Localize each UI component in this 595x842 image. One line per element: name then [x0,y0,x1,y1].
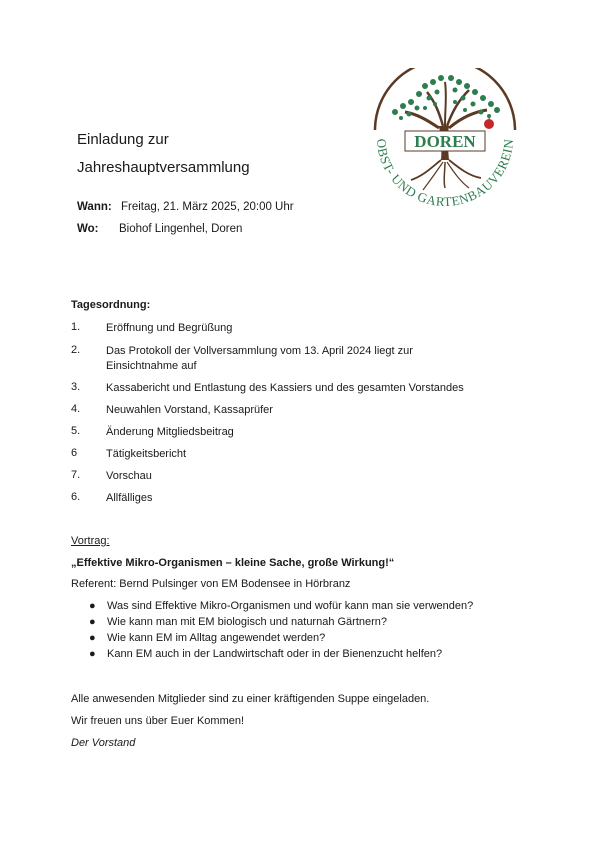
agenda-num: 3. [71,381,81,393]
closing-invitation: Alle anwesenden Mitglieder sind zu einer kräftigenden Suppe eingeladen. [71,693,430,705]
agenda-item: Allfälliges [106,492,153,504]
talk-heading: Vortrag: [71,535,110,547]
agenda-num: 6 [71,447,78,459]
apple-icon [484,119,494,129]
closing-thanks: Wir freuen uns über Euer Kommen! [71,715,245,727]
talk-title: „Effektive Mikro-Organismen – kleine Sache, große Wirkung!“ [71,557,395,569]
agenda-item: Das Protokoll der Vollversammlung vom 13. April 2024 liegt zur Einsichtnahme auf [106,345,413,372]
list-item: ● Was sind Effektive Mikro-Organismen und wofür kann man sie verwenden? [89,600,474,612]
agenda-num: 4. [71,403,81,415]
agenda-num: 2. [71,344,81,356]
agenda-num: 6. [71,491,81,503]
agenda-item: Neuwahlen Vorstand, Kassaprüfer [106,404,273,416]
when-value: Freitag, 21. März 2025, 20:00 Uhr [121,201,294,213]
svg-text:OBST- UND GARTENBAUVEREIN: OBST- UND GARTENBAUVEREIN [373,138,517,210]
bullet-icon: ● [89,616,96,628]
bullet-icon: ● [89,648,96,660]
list-item: ● Wie kann man mit EM biologisch und naturnah Gärtnern? [89,616,388,628]
title-line-1: Einladung zur [77,131,169,148]
bullet-icon: ● [89,632,96,644]
agenda-item: Tätigkeitsbericht [106,448,187,460]
talk-speaker: Referent: Bernd Pulsinger von EM Bodensee in Hörbranz [71,578,351,590]
signature: Der Vorstand [71,737,136,749]
agenda-item: Vorschau [106,470,152,482]
list-item: ● Kann EM auch in der Landwirtschaft oder in der Bienenzucht helfen? [89,648,443,660]
where-value: Biohof Lingenhel, Doren [119,223,243,235]
agenda-item: Änderung Mitgliedsbeitrag [106,426,234,438]
where-label: Wo: [77,223,99,235]
agenda-num: 5. [71,425,81,437]
agenda-num: 7. [71,469,81,481]
club-logo [365,68,525,218]
agenda-item: Eröffnung und Begrüßung [106,322,233,334]
list-item: ● Wie kann EM im Alltag angewendet werden? [89,632,326,644]
svg-text:DOREN: DOREN [414,132,476,151]
title-line-2: Jahreshauptversammlung [77,159,250,176]
when-label: Wann: [77,201,112,213]
agenda-item: Kassabericht und Entlastung des Kassiers und des gesamten Vorstandes [106,382,464,394]
agenda-heading: Tagesordnung: [71,299,151,311]
tree-logo-icon [365,68,525,218]
agenda-num: 1. [71,321,81,333]
bullet-icon: ● [89,600,96,612]
